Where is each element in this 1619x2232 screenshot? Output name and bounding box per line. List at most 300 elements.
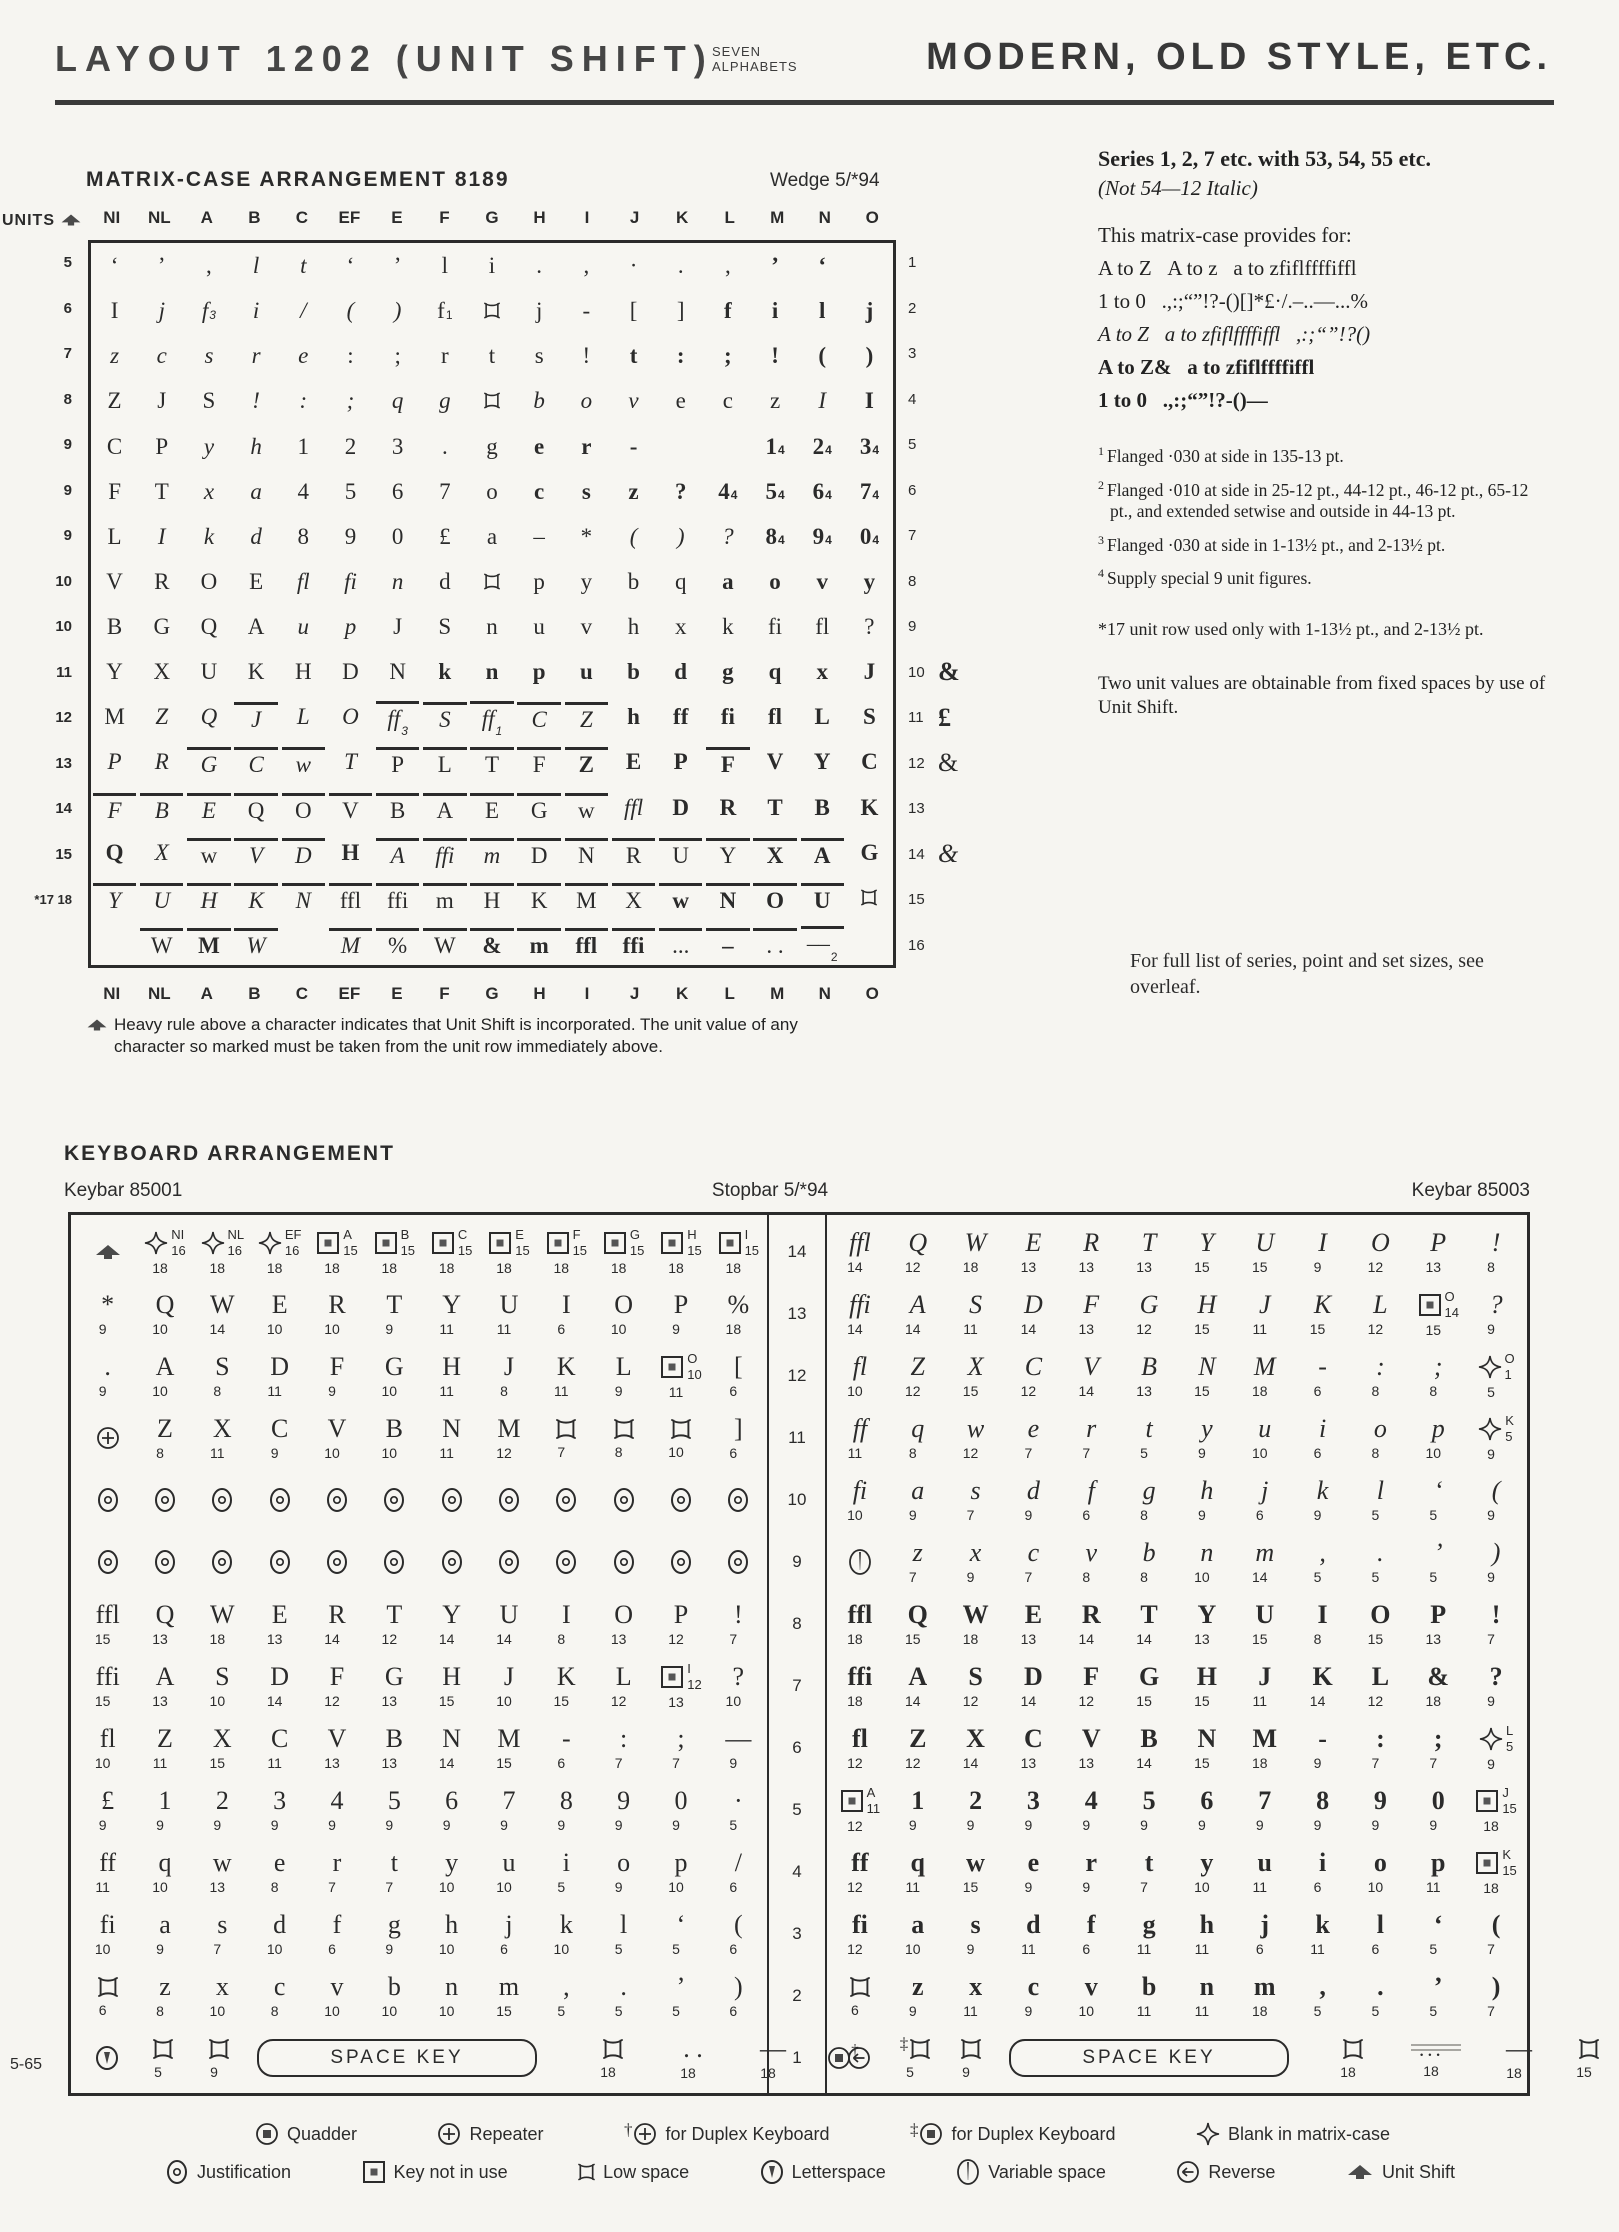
- column-letter: C: [295, 984, 309, 1003]
- matrix-cell: [91, 424, 138, 469]
- key-glyph: A: [155, 1661, 175, 1691]
- sort-glyph: p: [533, 568, 545, 594]
- key-face: [1260, 1909, 1270, 1939]
- unit-value: 9: [1313, 1754, 1322, 1771]
- key-face: [212, 1413, 232, 1443]
- sort-glyph: 6: [391, 478, 404, 504]
- unit-value: 11: [554, 1382, 569, 1399]
- key-face: [674, 1847, 688, 1877]
- key-7: [500, 1785, 516, 1833]
- key-face: [1085, 1847, 1098, 1877]
- matrix-cell: [704, 694, 751, 739]
- key-face: [95, 1599, 120, 1629]
- key-not-in-use-icon: [660, 1665, 684, 1689]
- unit-value: 15: [553, 1692, 570, 1709]
- unit-value: 13: [1194, 1630, 1210, 1647]
- overlined-sort: [470, 747, 513, 776]
- key-Y: [1194, 1599, 1217, 1647]
- key-q: [908, 1413, 925, 1461]
- justification-icon: [210, 1548, 234, 1576]
- matrix-cell: [233, 288, 280, 333]
- key-glyph: fi: [852, 1475, 868, 1505]
- key-face: [325, 1548, 349, 1576]
- sort-glyph: M: [340, 932, 361, 958]
- key-face: [212, 1847, 232, 1877]
- key-0: [672, 1785, 688, 1833]
- key-glyph: ,: [1319, 1537, 1326, 1567]
- unit-value: 5: [1429, 1568, 1438, 1585]
- matrix-cell: [563, 333, 610, 378]
- sort-glyph: n: [486, 614, 498, 640]
- key-not-in-use-icon: [374, 1231, 398, 1255]
- unit-value: 10: [381, 1382, 398, 1399]
- matrix-cell: [704, 559, 751, 604]
- key-face: [325, 1486, 349, 1514]
- key-glyph: ‘: [1433, 1909, 1443, 1939]
- key-glyph: W: [210, 1599, 235, 1629]
- key-w: [962, 1413, 985, 1461]
- column-letter: N: [818, 208, 831, 227]
- key-face: [673, 1289, 689, 1319]
- overlined-sort: [706, 928, 749, 957]
- unit-value: 7: [1487, 2002, 1495, 2019]
- column-letter: A: [200, 984, 213, 1003]
- key-face: [669, 1548, 693, 1576]
- unit-shift-arrow-icon: [94, 1242, 122, 1262]
- low-space-icon: [861, 888, 877, 907]
- overlined-sort: [517, 702, 560, 731]
- key-face: [503, 1351, 515, 1381]
- matrix-cell: [421, 739, 468, 784]
- matrix-cell: [610, 785, 657, 830]
- matrix-cell: [799, 243, 846, 288]
- extra-sort: [938, 468, 990, 514]
- matrix-cell: [468, 739, 515, 784]
- key-glyph: q: [910, 1847, 925, 1877]
- key-glyph: fi: [851, 1909, 868, 1939]
- provides-intro: This matrix-case provides for:: [1098, 223, 1352, 247]
- unit-value: 9: [385, 1320, 394, 1337]
- matrix-cell: [233, 785, 280, 830]
- matrix-cell: [138, 785, 185, 830]
- key-glyph: E: [1025, 1227, 1042, 1257]
- unit-value: 12: [381, 1630, 398, 1647]
- matrix-position-label: [1502, 1848, 1516, 1877]
- sort-glyph: 6: [812, 478, 825, 504]
- key-glyph: ?: [1489, 1661, 1503, 1691]
- sort-glyph: -: [629, 433, 638, 459]
- matrix-cell: [846, 785, 893, 830]
- unit-value: 6: [1082, 1940, 1091, 1957]
- matrix-cell: [751, 559, 798, 604]
- sort-glyph: z: [769, 388, 781, 414]
- key-face: [1253, 1351, 1276, 1381]
- sort-glyph: X: [153, 659, 171, 685]
- key-face: [969, 1971, 983, 2001]
- unit-value: 11: [152, 1754, 168, 1771]
- extra-sort: [938, 422, 990, 468]
- key-glyph: m: [1253, 1971, 1276, 2001]
- sort-glyph: A: [436, 797, 454, 823]
- key-F: [1078, 1289, 1100, 1337]
- unit-value: 5: [1313, 2002, 1322, 2019]
- key-face: [1491, 1537, 1501, 1567]
- sort-glyph: P: [107, 749, 122, 775]
- overlined-sort: [187, 838, 230, 867]
- unit-subscript: 4: [872, 533, 879, 548]
- matrix-cell: [327, 830, 374, 875]
- key-face: [1258, 1785, 1272, 1815]
- key-face: [332, 1909, 342, 1939]
- matrix-cell: [468, 288, 515, 333]
- row-number: 8: [908, 572, 917, 590]
- unit-value: 9: [1313, 1258, 1322, 1275]
- unit-value: 9: [270, 1444, 279, 1461]
- unit-value: 5: [1371, 2002, 1380, 2019]
- keybar-right-label: Keybar 85003: [1411, 1180, 1530, 1201]
- matrix-cell: [233, 243, 280, 288]
- unit-value: 9: [1487, 1506, 1495, 1523]
- key-glyph: d: [1026, 1909, 1041, 1939]
- position-column: J: [1502, 1785, 1509, 1800]
- key-face: [1376, 1723, 1385, 1753]
- key-face: [1252, 1723, 1278, 1753]
- key-T: [1136, 1227, 1157, 1275]
- key-face: [1258, 1413, 1272, 1443]
- key-face: [1431, 1785, 1445, 1815]
- key-glyph: N: [442, 1723, 462, 1753]
- justification-icon: [268, 1486, 292, 1514]
- key-face: [1141, 1971, 1157, 2001]
- key-L: [614, 1351, 632, 1399]
- unit-value: 13: [324, 1754, 340, 1771]
- matrix-cell: [233, 469, 280, 514]
- key-glyph: Z: [157, 1413, 173, 1443]
- sort-glyph: h: [250, 433, 262, 459]
- key-face: [1261, 1475, 1269, 1505]
- sort-glyph: c: [722, 388, 733, 414]
- matrix-cell: [421, 333, 468, 378]
- key-): [1487, 1537, 1501, 1585]
- unit-value: 10: [496, 1692, 512, 1709]
- unit-value: 14: [209, 1320, 226, 1337]
- sort-glyph: G: [530, 797, 548, 823]
- key-glyph: R: [1081, 1599, 1101, 1629]
- footnote-text: Flanged ·010 at side in 25-12 pt., 44-12 pt., 46-12 pt., 65-12 pt., and extended setwise and outside in 44-13 pt.: [1107, 479, 1529, 521]
- unit-value: 14: [496, 1630, 512, 1647]
- matrix-cell: [91, 694, 138, 739]
- column-letter: O: [865, 984, 879, 1003]
- key-glyph: B: [1140, 1723, 1158, 1753]
- unit-value: 10: [1367, 1878, 1384, 1895]
- key-glyph: M: [497, 1723, 521, 1753]
- key-glyph: 7: [502, 1785, 516, 1815]
- matrix-cell: [751, 694, 798, 739]
- matrix-cell: [846, 649, 893, 694]
- unit-value: 11: [963, 2002, 978, 2019]
- key-face: [157, 1413, 173, 1443]
- key-glyph: K: [556, 1661, 576, 1691]
- low-space-icon: [1313, 2037, 1393, 2080]
- matrix-cell: [421, 469, 468, 514]
- key-glyph: i: [1318, 1847, 1327, 1877]
- key-face: [1087, 1475, 1095, 1505]
- matrix-cell: [374, 785, 421, 830]
- key-glyph: fl: [852, 1351, 868, 1381]
- unit-value: 9: [1371, 1816, 1380, 1833]
- key-A: [904, 1289, 926, 1337]
- matrix-cell: [846, 694, 893, 739]
- sort-glyph: R: [625, 842, 642, 868]
- key-w: [962, 1847, 985, 1895]
- key-9: [614, 1785, 631, 1833]
- key-h: [438, 1909, 460, 1957]
- low-space-icon: [135, 2037, 191, 2080]
- key-glyph: ‘: [676, 1909, 686, 1939]
- matrix-position-label: [687, 1662, 701, 1691]
- key-face: [329, 1661, 345, 1691]
- key-face: [733, 1599, 743, 1629]
- key-glyph: B: [385, 1413, 403, 1443]
- key-Z: [904, 1351, 926, 1399]
- key-face: [94, 1242, 122, 1262]
- justification-icon: [325, 1486, 349, 1514]
- key-‘: [1429, 1909, 1443, 1957]
- key-face: [445, 1971, 459, 2001]
- key-glyph: (: [1491, 1909, 1501, 1939]
- unit-subscript: 4: [777, 443, 785, 458]
- key-/: [729, 1847, 742, 1895]
- sort-glyph: F: [532, 752, 546, 778]
- key-face: [677, 1723, 685, 1753]
- extra-sort: [938, 377, 990, 423]
- low-space-icon: [153, 2037, 173, 2061]
- sort-glyph: D: [672, 794, 689, 820]
- key-glyph: z: [912, 1537, 923, 1567]
- key-glyph: .: [1377, 1537, 1384, 1567]
- low-space-icon: [556, 1417, 576, 1441]
- key-C: [1020, 1723, 1043, 1771]
- key-glyph: O: [614, 1599, 634, 1629]
- matrix-cell: [91, 333, 138, 378]
- matrix-cell: [846, 288, 893, 333]
- key-face: [603, 2037, 623, 2061]
- key-o: [1367, 1847, 1389, 1895]
- key-face: [159, 1971, 171, 2001]
- sort-glyph: J: [251, 707, 262, 733]
- units-value: 9: [63, 481, 72, 499]
- unit-value: 13: [1078, 1754, 1095, 1771]
- key-face: [497, 1413, 521, 1443]
- variable-space-icon: [848, 1548, 872, 1576]
- key-K: [553, 1661, 576, 1709]
- matrix-cell: [327, 785, 374, 830]
- key-face: [1200, 1537, 1214, 1567]
- low-space-icon: [484, 572, 500, 591]
- key-face: [850, 1975, 870, 1999]
- key-face: [1258, 1289, 1271, 1319]
- key-o: [1371, 1413, 1387, 1461]
- column-letter: B: [248, 984, 261, 1003]
- key-glyph: Y: [1199, 1227, 1215, 1257]
- key-5: [385, 1785, 401, 1833]
- key-glyph: C: [1024, 1351, 1043, 1381]
- key-(: [1487, 1475, 1501, 1523]
- sort-glyph: N: [719, 887, 737, 913]
- matrix-cell: [516, 514, 563, 559]
- key-face: [1433, 1351, 1443, 1381]
- unit-value: 11: [267, 1382, 282, 1399]
- matrix-cell: [657, 333, 704, 378]
- sort-glyph: f: [437, 298, 445, 324]
- column-letter: F: [439, 984, 450, 1003]
- key-glyph: T: [386, 1289, 403, 1319]
- overlined-sort: [329, 793, 372, 822]
- key-face: [1506, 2033, 1532, 2063]
- key-not-in-use-icon: [660, 1355, 684, 1379]
- key-.: [614, 1971, 628, 2019]
- key-not-in-use-icon: [603, 1228, 644, 1276]
- sort-glyph: O: [200, 568, 218, 594]
- key-face: [210, 1486, 234, 1514]
- unit-value: 15: [209, 1754, 226, 1771]
- sort-glyph: t: [629, 343, 638, 369]
- column-letter: E: [391, 208, 403, 227]
- matrix-cell: [421, 785, 468, 830]
- info-column: [1098, 146, 1550, 720]
- key-face: [907, 1599, 928, 1629]
- key-glyph: U: [1255, 1227, 1275, 1257]
- key-H: [1194, 1661, 1218, 1709]
- row-number: 14: [787, 1242, 807, 1261]
- key-glyph: —: [725, 1723, 752, 1753]
- key-face: [1024, 1723, 1043, 1753]
- key-H: [438, 1661, 462, 1709]
- low-space-icon: [98, 1975, 118, 1999]
- key-glyph: ffl: [847, 1599, 873, 1629]
- key-glyph: 3: [273, 1785, 287, 1815]
- key-glyph: 2: [969, 1785, 983, 1815]
- key-glyph: v: [330, 1971, 344, 2001]
- unit-value: 5: [1313, 1568, 1322, 1585]
- sort-glyph: ––: [806, 931, 830, 957]
- key-ff: [847, 1847, 869, 1895]
- key-face: [502, 1785, 516, 1815]
- position-row: 15: [400, 1243, 416, 1258]
- keyboard-row-4: [79, 1841, 767, 1903]
- sort-glyph: y: [863, 568, 876, 594]
- sort-glyph: r: [581, 433, 592, 459]
- matrix-cell: [468, 604, 515, 649]
- key-face: [620, 1909, 628, 1939]
- unit-value: 10: [152, 1878, 168, 1895]
- position-column: K: [1505, 1413, 1514, 1428]
- key-face: [1255, 1599, 1275, 1629]
- sort-glyph: !: [771, 343, 779, 369]
- unit-value: 15: [496, 1754, 512, 1771]
- keyboard-table: [68, 1212, 1592, 2096]
- key-face: [968, 1661, 983, 1691]
- matrix-cell: [280, 243, 327, 288]
- legend-label: Repeater: [469, 2123, 544, 2144]
- row-number: 6: [792, 1738, 802, 1757]
- unit-value: 9: [328, 1382, 336, 1399]
- unit-shift-arrow-icon: [94, 1242, 122, 1262]
- unit-value: 5: [1429, 1506, 1438, 1523]
- position-row: 14: [1444, 1305, 1459, 1320]
- key-face: [316, 1228, 357, 1257]
- sort-glyph: ffl: [623, 794, 644, 820]
- keyboard-row-1: [79, 2027, 859, 2089]
- keyboard-row-13: [79, 1283, 767, 1345]
- matrix-cell: [280, 739, 327, 784]
- matrix-cell: [185, 514, 232, 559]
- sort-glyph: C: [531, 707, 547, 733]
- sort-glyph: b: [627, 568, 640, 594]
- overlined-sort: [706, 883, 749, 912]
- provides-lines: [1098, 256, 1550, 413]
- key-X: [962, 1351, 984, 1399]
- key-m: [1251, 1971, 1276, 2019]
- matrix-cell: [327, 514, 374, 559]
- unit-value: 10: [553, 1940, 570, 1957]
- key-glyph: D: [270, 1661, 290, 1691]
- key-face: [332, 1847, 342, 1877]
- key-u: [1251, 1413, 1273, 1461]
- matrix-position-label: [228, 1228, 245, 1257]
- unit-value: 8: [500, 1382, 508, 1399]
- key-face: [1475, 1786, 1516, 1815]
- key-face: [440, 1486, 464, 1514]
- overlined-sort: [565, 838, 608, 867]
- key-face: [726, 1548, 750, 1576]
- key-T: [381, 1599, 403, 1647]
- sort-glyph: F: [108, 478, 121, 504]
- matrix-cell: [91, 785, 138, 830]
- matrix-cell: [91, 514, 138, 559]
- key-face: [1083, 1289, 1100, 1319]
- sort-glyph: 3: [391, 433, 404, 459]
- justification-icon: [153, 1548, 177, 1576]
- row-number: 14: [908, 845, 925, 863]
- sort-glyph: ‘: [110, 253, 119, 279]
- matrix-cell: [610, 243, 657, 288]
- key--: [1313, 1723, 1327, 1771]
- unit-value: 13: [1136, 1258, 1152, 1275]
- key-N: [1194, 1351, 1216, 1399]
- key-face: [966, 1847, 985, 1877]
- key-not-in-use-icon: [362, 2160, 386, 2184]
- key-glyph: I: [561, 1289, 571, 1319]
- matrix-cell: [327, 694, 374, 739]
- sort-glyph: e: [298, 343, 309, 369]
- key-face: [215, 1971, 229, 2001]
- matrix-cell: [327, 604, 374, 649]
- matrix-cell: [374, 333, 421, 378]
- matrix-cell: [704, 920, 751, 965]
- key-ff: [847, 1413, 868, 1461]
- matrix-cell: [516, 378, 563, 423]
- key-glyph: Q: [907, 1599, 928, 1629]
- sort-glyph: j: [535, 298, 543, 324]
- matrix-column-headers: [88, 208, 896, 228]
- key-face: [847, 2046, 871, 2070]
- key-glyph: R: [328, 1599, 346, 1629]
- unit-value: 12: [1367, 1320, 1384, 1337]
- extra-sort: [938, 559, 990, 605]
- key-glyph: ’: [1433, 1537, 1443, 1567]
- overlined-sort: [706, 747, 749, 776]
